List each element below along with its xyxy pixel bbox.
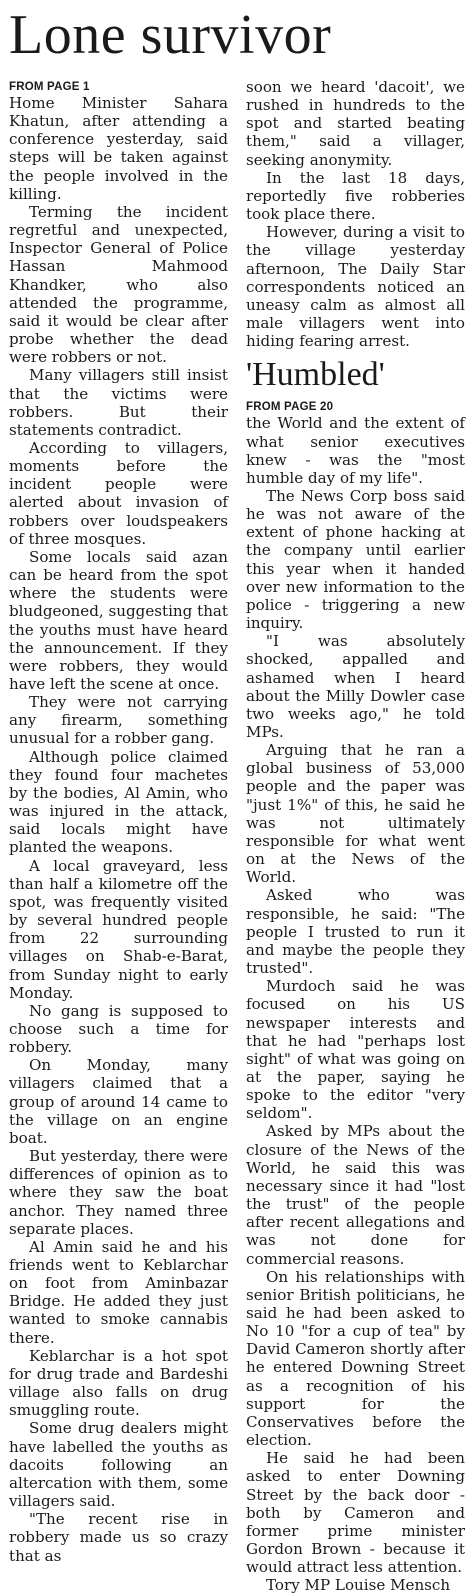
humbled-headline: 'Humbled' <box>246 356 385 394</box>
paragraph: On his relationships with senior British politicians, he said he had been asked to No 10 "for a cup of tea" by David Cameron shortly after he entered Downing Street as a recognition of his support for the Conservatives before the election. <box>246 1267 465 1450</box>
paragraph: However, during a visit to the village yesterday afternoon, The Daily Star correspondents noticed an uneasy calm as almost all male villagers went into hiding fearing arrest. <box>246 223 465 351</box>
jump-kicker: FROM PAGE 20 <box>246 401 334 414</box>
jump-kicker: FROM PAGE 1 <box>9 81 90 93</box>
paragraph: Although police claimed they found four machetes by the bodies, Al Amin, who was injured in the attack, said locals might have planted the weapons. <box>9 747 228 857</box>
paragraph: Some drug dealers might have labelled the youths as dacoits following an altercation with them, some villagers said. <box>9 1419 228 1511</box>
paragraph: "The recent rise in robbery made us so crazy that as <box>9 1510 228 1565</box>
headline: Lone survivor <box>9 4 332 66</box>
paragraph: soon we heard 'dacoit', we rushed in hundreds to the spot and started beating them," said a villager, seeking anonymity. <box>246 78 465 169</box>
paragraph: "I was absolutely shocked, appalled and ashamed when I heard about the Milly Dowler case two weeks ago," he told MPs. <box>246 632 465 741</box>
story-lone-survivor-column <box>9 78 228 1583</box>
paragraph: The News Corp boss said he was not aware of the extent of phone hacking at the company until earlier this year when it handed over new information to the police - triggering a new inquiry. <box>246 486 465 633</box>
paragraph: According to villagers, moments before the incident people were alerted about invasion of robbers over loudspeakers of three mosques. <box>9 438 228 548</box>
paragraph: No gang is supposed to choose such a time for robbery. <box>9 1001 228 1057</box>
paragraph: Some locals said azan can be heard from the spot where the students were bludgeoned, suggesting that the youths must have heard the announcement. If they were robbers, they would have left the scene at once. <box>9 547 228 693</box>
paragraph: In the last 18 days, reportedly five robberies took place there. <box>246 168 465 224</box>
paragraph: Terming the incident regretful and unexpected, Inspector General of Police Hassan Mahmood Khandker, who also attended the programme, said it would be clear after probe whether the dead were robbers or not. <box>9 202 228 367</box>
paragraph: On Monday, many villagers claimed that a group of around 14 came to the village on an engine boat. <box>9 1056 228 1147</box>
paragraph: Arguing that he ran a global business of 53,000 people and the paper was "just 1%" of this, he said he was not ultimately responsible for what went on at the News of the World. <box>246 741 465 887</box>
paragraph: A local graveyard, less than half a kilometre off the spot, was frequently visited by several hundred people from 22 surrounding villages on Shab-e-Barat, from Sunday night to early Monday. <box>9 856 228 1002</box>
paragraph: Home Minister Sahara Khatun, after attending a conference yesterday, said steps will be taken against the people involved in the killing. <box>9 94 228 203</box>
paragraph: Many villagers still insist that the victims were robbers. But their statements contradict. <box>9 366 228 439</box>
paragraph: They were not carrying any firearm, something unusual for a robber gang. <box>9 693 228 748</box>
story-continuation-column <box>246 78 465 1595</box>
paragraph: But yesterday, there were differences of opinion as to where they saw the boat anchor. They named three separate places. <box>9 1147 228 1238</box>
paragraph: Murdoch said he was focused on his US newspaper interests and that he had "perhaps lost sight" of what was going on at the paper, saying he spoke to the editor "very seldom". <box>246 977 465 1123</box>
paragraph: Asked by MPs about the closure of the News of the World, he said this was necessary since it had "lost the trust" of the people after recent allegations and was not done for commercial reasons. <box>246 1122 465 1268</box>
paragraph: Keblarchar is a hot spot for drug trade and Bardeshi village also falls on drug smuggling route. <box>9 1346 228 1420</box>
paragraph: Asked who was responsible, he said: "The people I trusted to run it and maybe the people they trusted". <box>246 886 465 978</box>
paragraph: the World and the extent of what senior executives knew - was the "most humble day of my life". <box>246 414 465 487</box>
paragraph: Tory MP Louise Mensch <box>266 1576 451 1595</box>
paragraph: Al Amin said he and his friends went to Keblarchar on foot from Aminbazar Bridge. He added they just wanted to smoke cannabis there. <box>9 1237 228 1347</box>
paragraph: He said he had been asked to enter Downing Street by the back door - both by Cameron and former prime minister Gordon Brown - because it would attract less attention. <box>246 1449 465 1577</box>
